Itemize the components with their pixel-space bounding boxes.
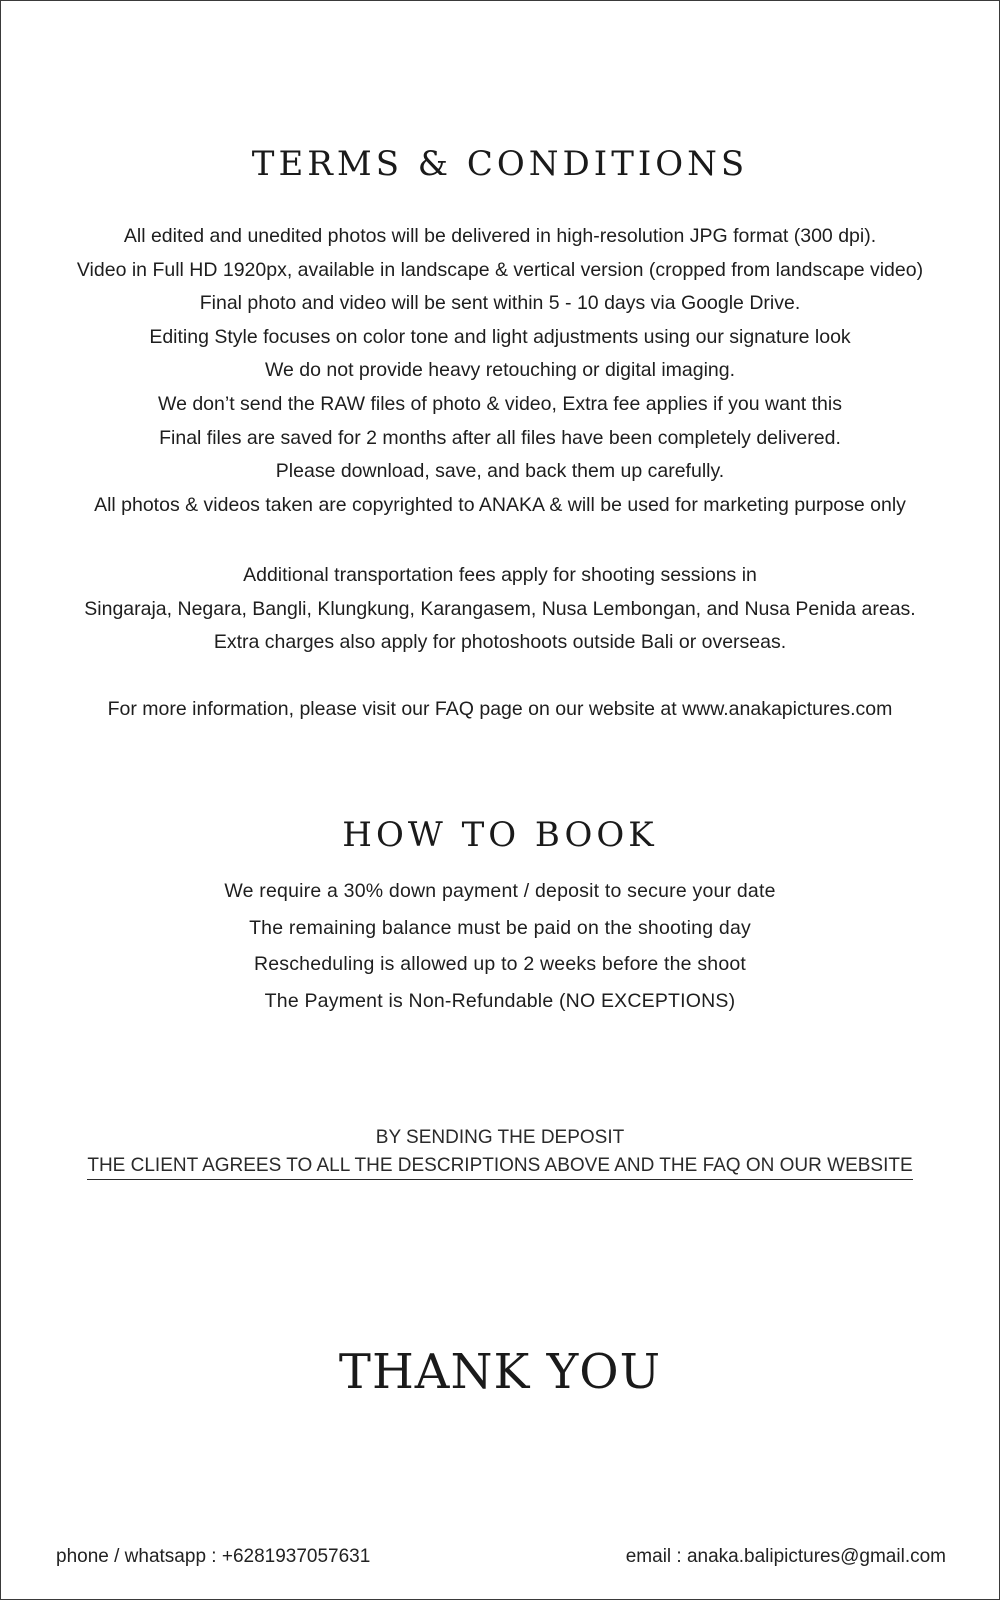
terms-line: All edited and unedited photos will be delivered in high-resolution JPG format (300 dpi). bbox=[123, 225, 877, 247]
transport-fees-list bbox=[1, 559, 999, 660]
terms-line: Editing Style focuses on color tone and light adjustments using our signature look bbox=[149, 325, 851, 348]
booking-line: The Payment is Non-Refundable (NO EXCEPTIONS) bbox=[264, 989, 736, 1012]
booking-list bbox=[1, 873, 999, 1019]
terms-line: We do not provide heavy retouching or digital imaging. bbox=[264, 359, 736, 382]
deposit-title: BY SENDING THE DEPOSIT bbox=[375, 1127, 625, 1148]
terms-line: Video in Full HD 1920px, available in landscape & vertical version (cropped from landscape video) bbox=[76, 258, 924, 281]
transport-line: Singaraja, Negara, Bangli, Klungkung, Karangasem, Nusa Lembongan, and Nusa Penida areas. bbox=[84, 597, 916, 620]
transport-line: Additional transportation fees apply for shooting sessions in bbox=[243, 564, 757, 586]
terms-line: Final files are saved for 2 months after all files have been completely delivered. bbox=[159, 426, 841, 449]
terms-line: All photos & videos taken are copyrighted to ANAKA & will be used for marketing purpose only bbox=[94, 493, 906, 516]
terms-list bbox=[1, 220, 999, 522]
how-to-book-title: HOW TO BOOK bbox=[342, 815, 658, 855]
transport-line: Extra charges also apply for photoshoots outside Bali or overseas. bbox=[213, 631, 787, 654]
terms-title: TERMS & CONDITIONS bbox=[251, 144, 749, 184]
booking-line: We require a 30% down payment / deposit to secure your date bbox=[224, 880, 776, 902]
faq-info-line: For more information, please visit our FAQ page on our website at www.anakapictures.com bbox=[107, 698, 893, 720]
deposit-agreement bbox=[1, 1123, 999, 1180]
thank-you-heading: THANK YOU bbox=[338, 1344, 662, 1400]
booking-line: Rescheduling is allowed up to 2 weeks before the shoot bbox=[253, 953, 747, 976]
terms-line: Please download, save, and back them up carefully. bbox=[275, 460, 725, 483]
booking-line: The remaining balance must be paid on the shooting day bbox=[249, 916, 751, 939]
deposit-agreement-text: THE CLIENT AGREES TO ALL THE DESCRIPTIONS ABOVE AND THE FAQ ON OUR WEBSITE bbox=[87, 1153, 912, 1180]
terms-line: We don’t send the RAW files of photo & video, Extra fee applies if you want this bbox=[158, 392, 842, 415]
footer-phone: phone / whatsapp : +6281937057631 bbox=[56, 1546, 371, 1567]
terms-line: Final photo and video will be sent within 5 - 10 days via Google Drive. bbox=[199, 292, 801, 315]
footer-email: email : anaka.balipictures@gmail.com bbox=[625, 1546, 946, 1567]
